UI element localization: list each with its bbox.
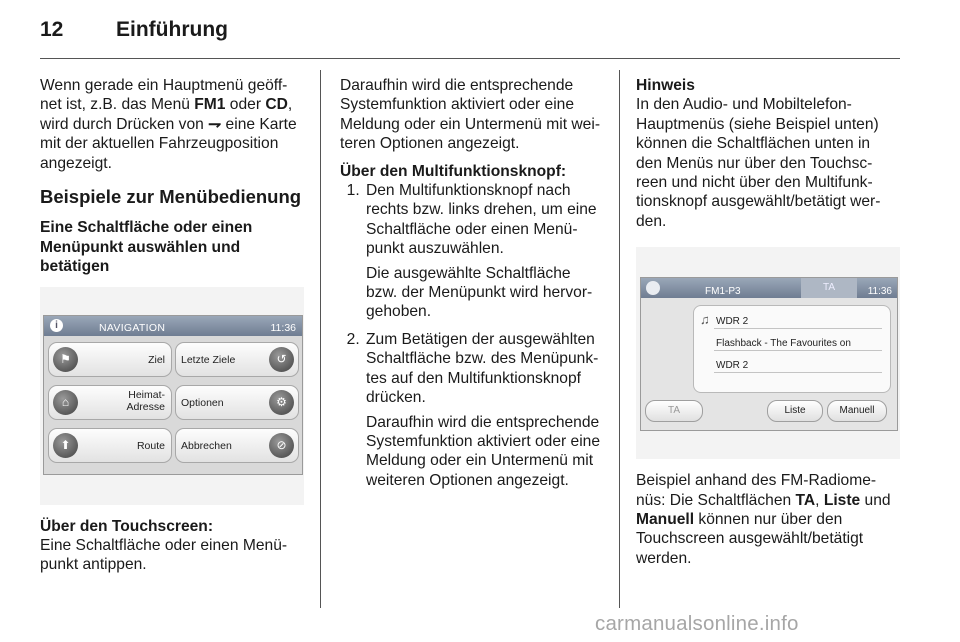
fm-caption: Beispiel anhand des FM-Radiome- nüs: Die Schaltflächen TA, Liste und Manuell können nur über den Touchscreen ausgewählt/betätigt werden.: [636, 472, 891, 567]
column-divider-2: [619, 70, 620, 608]
abbrechen-button[interactable]: Abbrechen ⊘: [175, 428, 299, 463]
back-arrow-icon: ⇁: [208, 115, 222, 133]
list-item[interactable]: WDR 2: [716, 360, 749, 372]
info-icon[interactable]: i: [50, 319, 63, 332]
liste-button[interactable]: Liste: [767, 400, 823, 422]
fm-screen-figure: [636, 247, 900, 459]
fm-title-bar: [641, 278, 897, 298]
navigation-screen-figure: [40, 287, 304, 505]
radio-home-icon[interactable]: [646, 281, 660, 295]
hint-title: Hinweis: [636, 77, 695, 94]
list-item: 2. Zum Betätigen der ausgewählten Schaltfläche bzw. des Menüpunk- tes auf den Multifunktionsknopf drücken. Daraufhin wird die entsprechende Systemfunktion aktiviert oder eine Meldung oder ein Untermenü mit weiteren Optionen angezeigt.: [364, 330, 610, 490]
clock: 11:36: [270, 321, 296, 334]
manuell-button[interactable]: Manuell: [827, 400, 887, 422]
optionen-button[interactable]: Optionen ⚙: [175, 385, 299, 420]
touch-heading: Über den Touchscreen:: [40, 517, 214, 535]
route-button[interactable]: ⬆ Route: [48, 428, 172, 463]
column-1: [40, 76, 310, 575]
navigation-title: NAVIGATION: [99, 321, 166, 334]
letzte-ziele-button[interactable]: Letzte Ziele ↺: [175, 342, 299, 377]
subsection-title: Eine Schaltfläche oder einen Menüpunkt auswählen und betätigen: [40, 219, 253, 276]
fm-band-label: FM1-P3: [705, 286, 741, 298]
navigation-title-bar: [44, 316, 302, 336]
music-note-icon: ♫: [700, 312, 710, 328]
header-rule: [40, 58, 900, 59]
column-2: [340, 76, 610, 498]
section-title: Beispiele zur Menübedienung: [40, 186, 302, 208]
clock: 11:36: [867, 286, 892, 298]
column-divider-1: [320, 70, 321, 608]
touch-paragraph: Eine Schaltfläche oder einen Menü- punkt antippen.: [40, 537, 288, 574]
list-item[interactable]: WDR 2: [716, 316, 749, 328]
list-item: 1. Den Multifunktionsknopf nach rechts bzw. links drehen, um eine Schaltfläche oder einen Menü- punkt auszuwählen. Die ausgewählte Schaltfläche bzw. der Menüpunkt wird hervor- gehoben.: [364, 181, 610, 322]
fm-ta-tab[interactable]: TA: [801, 278, 857, 298]
watermark: carmanualsonline.info: [595, 612, 799, 635]
history-icon: ↺: [269, 347, 294, 372]
ta-button[interactable]: TA: [645, 400, 703, 422]
station-list: [693, 305, 891, 393]
hint-paragraph: In den Audio- und Mobiltelefon- Hauptmenüs (siehe Beispiel unten) können die Schaltflächen unten in den Menüs nur über den Touchsc- reen und nicht über den Multifunk- tionsknopf ausgewählt/betätigt wer- den.: [636, 96, 881, 230]
page-title: Einführung: [116, 18, 228, 41]
column-3: [636, 76, 906, 568]
menu-cd: CD: [265, 96, 288, 114]
home-icon: ⌂: [53, 390, 78, 415]
navigation-screen: [43, 315, 303, 475]
cancel-icon: ⊘: [269, 433, 294, 458]
knob-steps: [340, 181, 610, 490]
list-item[interactable]: Flashback - The Favourites on: [716, 338, 851, 350]
ziel-button[interactable]: ⚑ Ziel: [48, 342, 172, 377]
gear-icon: ⚙: [269, 390, 294, 415]
heimat-adresse-button[interactable]: ⌂ Heimat- Adresse: [48, 385, 172, 420]
intro-paragraph: Wenn gerade ein Hauptmenü geöff- net ist, z.B. das Menü FM1 oder CD, wird durch Drücken von ⇁ eine Karte mit der aktuellen Fahrzeugposition angezeigt.: [40, 77, 297, 172]
flag-icon: ⚑: [53, 347, 78, 372]
page-header: [40, 18, 228, 42]
fm-radio-screen: [640, 277, 898, 431]
menu-fm1: FM1: [194, 96, 226, 114]
knob-heading: Über den Multifunktionsknopf:: [340, 162, 567, 180]
result-paragraph: Daraufhin wird die entsprechende Systemfunktion aktiviert oder eine Meldung oder ein Untermenü mit wei- teren Optionen angezeigt.: [340, 77, 601, 153]
page-number: 12: [40, 18, 64, 41]
route-sign-icon: ⬆: [53, 433, 78, 458]
